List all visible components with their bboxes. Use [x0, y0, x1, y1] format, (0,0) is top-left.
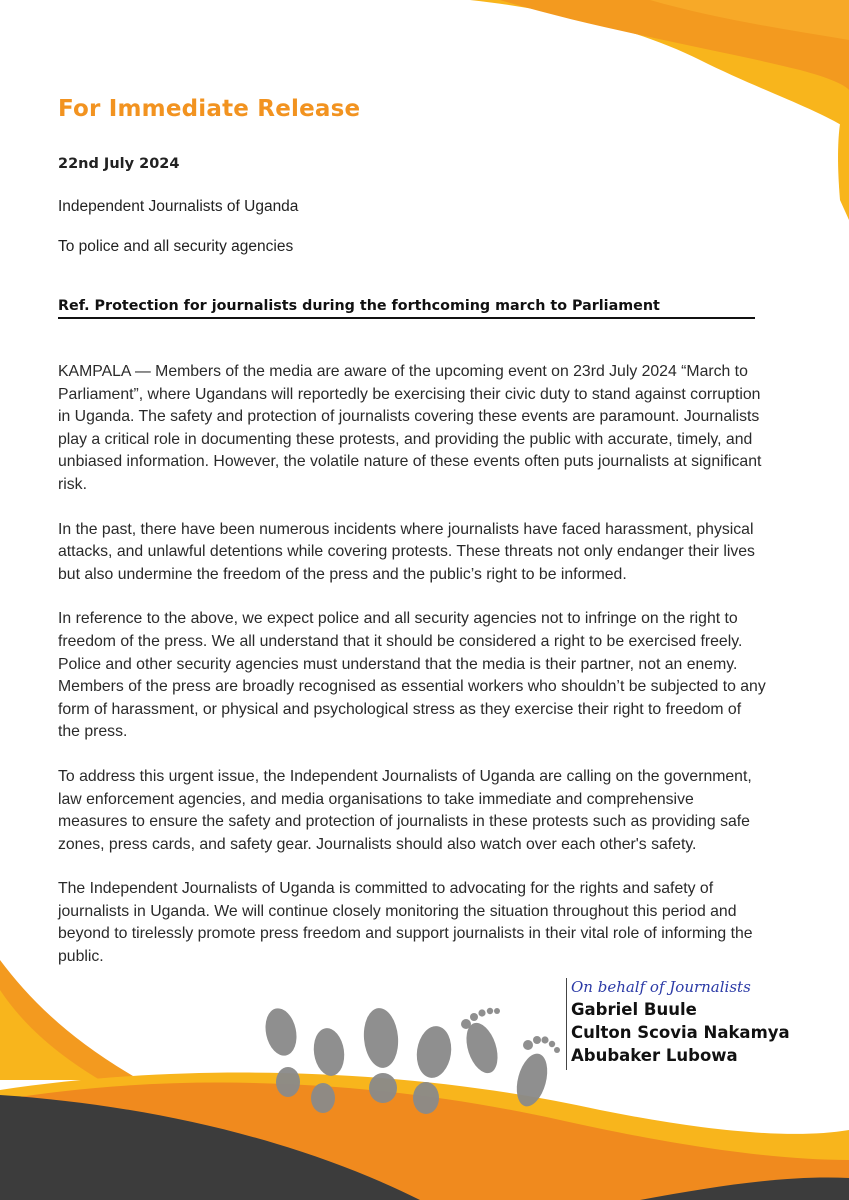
signatory-name: Abubaker Lubowa [571, 1046, 738, 1065]
signatory-name: Gabriel Buule [571, 1000, 697, 1019]
recipient-line: To police and all security agencies [58, 238, 294, 255]
paragraph: To address this urgent issue, the Independent Journalists of Uganda are calling on the government, law enforcement agencies, and media organisations to take immediate and comprehensive measures to ensure the safety and protection of journalists in these protests such as providing safe zones, press cards, and safety gear. Journalists should also watch over each other's safety. [58, 767, 752, 853]
signature-block [566, 978, 790, 1070]
reference-line: Ref. Protection for journalists during the forthcoming march to Parliament [58, 298, 755, 319]
sender-line: Independent Journalists of Uganda [58, 198, 299, 215]
body-text [58, 361, 766, 991]
signatory-name: Culton Scovia Nakamya [571, 1023, 790, 1042]
on-behalf-line: On behalf of Journalists [571, 978, 751, 996]
paragraph: KAMPALA — Members of the media are aware of the upcoming event on 23rd July 2024 “March to Parliament”, where Ugandans will reportedly be exercising their civic duty to stand against corruption in Uganda. The safety and protection of journalists covering these events are paramount. Journalists play a critical role in documenting these protests, and providing the public with accurate, timely, and unbiased information. However, the volatile nature of these events often puts journalists at significant risk. [58, 363, 762, 493]
paragraph: In reference to the above, we expect police and all security agencies not to infringe on the right to freedom of the press. We all understand that it should be considered a right to be exercised freely. Police and other security agencies must understand that the media is their partner, not an enemy. Members of the press are broadly recognised as essential workers who shouldn’t be subjected to any form of harassment, or physical and psychological stress as they exercise their right to freedom of the press. [58, 610, 766, 741]
paragraph: The Independent Journalists of Uganda is committed to advocating for the rights and safety of journalists in Uganda. We will continue closely monitoring the situation throughout this period and beyond to tirelessly promote press freedom and support journalists in their vital role of informing the public. [58, 880, 753, 966]
release-date: 22nd July 2024 [58, 156, 180, 172]
release-title: For Immediate Release [58, 96, 361, 122]
paragraph: In the past, there have been numerous incidents where journalists have faced harassment, physical attacks, and unlawful detentions while covering protests. These threats not only endanger their lives but also undermine the freedom of the press and the public’s right to be informed. [58, 520, 755, 583]
